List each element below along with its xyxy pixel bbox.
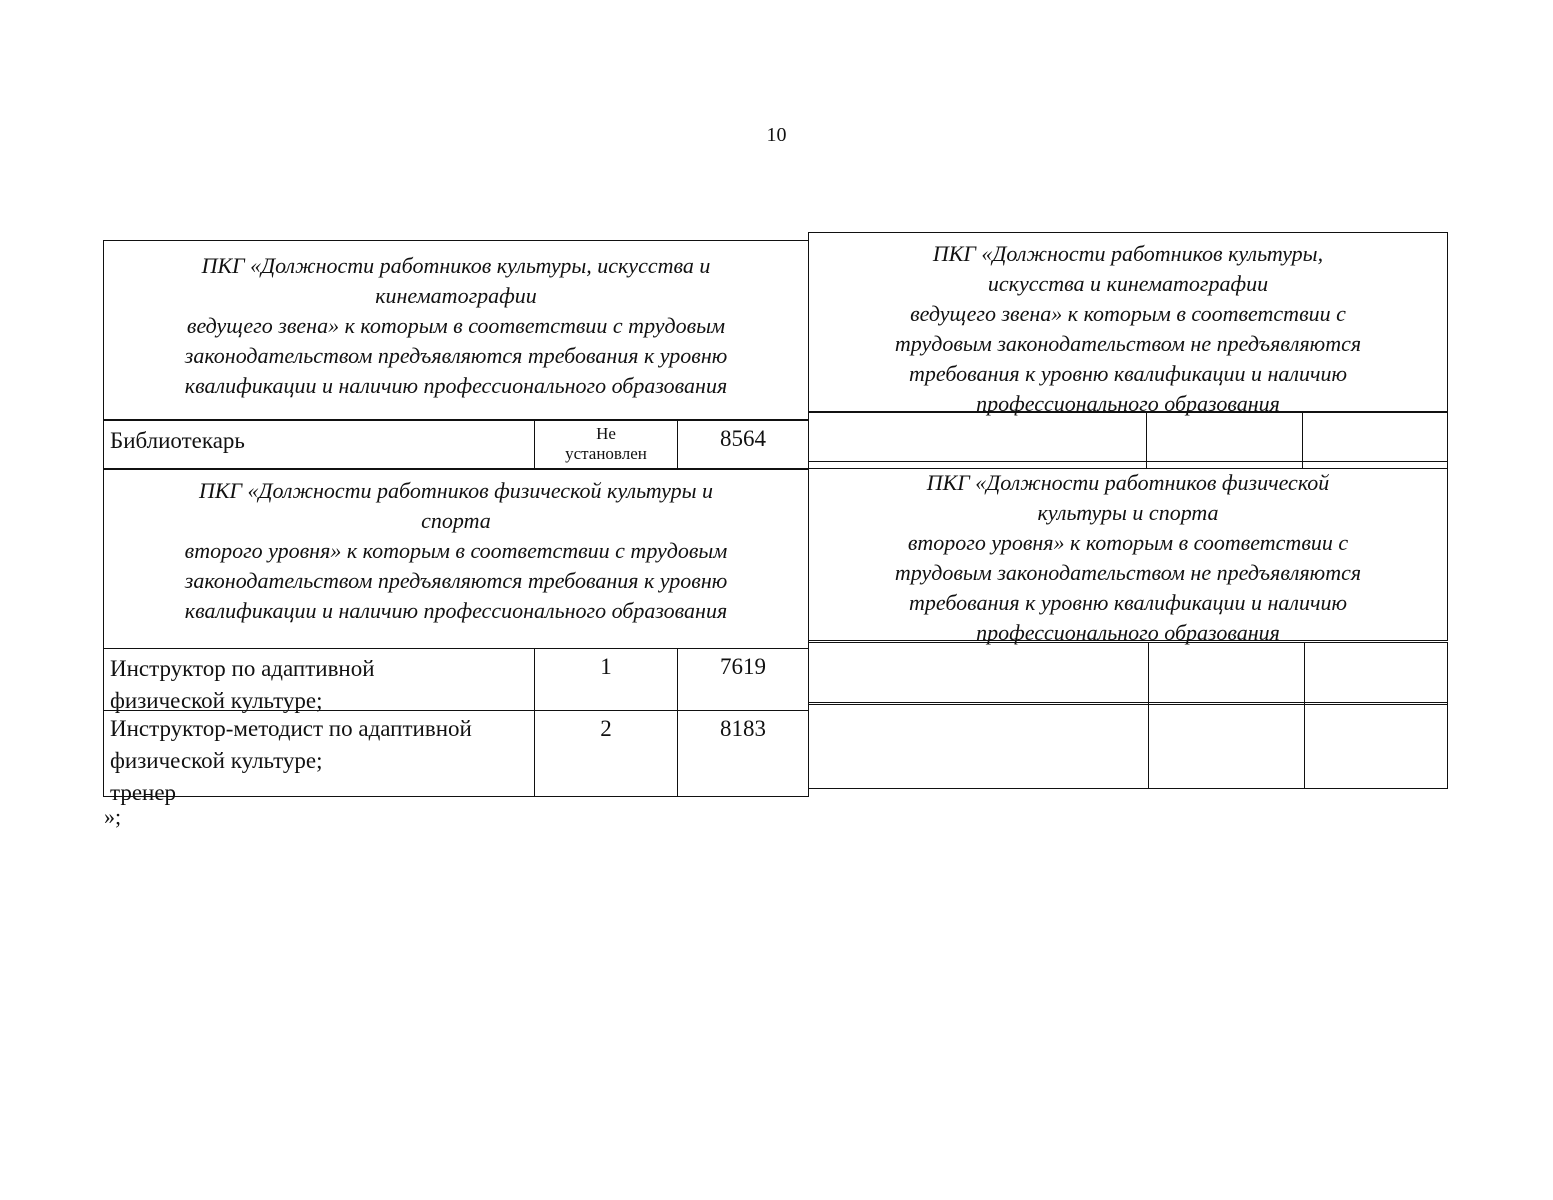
header-line: ПКГ «Должности работников культуры, bbox=[932, 241, 1324, 266]
header-line: квалификации и наличию профессионального образования bbox=[184, 598, 728, 623]
left-header-culture bbox=[103, 240, 809, 420]
section-header-sport bbox=[103, 469, 1448, 649]
page-number: 10 bbox=[766, 124, 787, 146]
name-line: физической культуре; bbox=[110, 688, 323, 713]
closing-quote: »; bbox=[104, 804, 122, 829]
salary-value: 8564 bbox=[677, 420, 809, 469]
header-line: искусства и кинематографии bbox=[987, 271, 1269, 296]
header-line: спорта bbox=[421, 508, 491, 533]
level-line: установлен bbox=[565, 444, 647, 463]
salary-value: 8183 bbox=[677, 710, 809, 797]
header-line: второго уровня» к которым в соответствии с трудовым bbox=[184, 538, 728, 563]
right-header-sport bbox=[808, 461, 1448, 645]
empty-cell bbox=[1148, 642, 1305, 705]
header-line: требования к уровню квалификации и наличию bbox=[908, 361, 1348, 386]
name-line: физической культуре; bbox=[110, 748, 323, 773]
table-row bbox=[103, 710, 1448, 805]
header-line: профессионального образования bbox=[976, 620, 1280, 645]
name-line: тренер bbox=[110, 780, 177, 805]
name-line: Инструктор-методист по адаптивной bbox=[110, 716, 472, 741]
right-header-culture bbox=[808, 232, 1448, 416]
empty-cell bbox=[808, 702, 1149, 789]
name-line: Библиотекарь bbox=[110, 428, 245, 453]
position-name bbox=[103, 710, 535, 805]
header-line: ведущего звена» к которым в соответствии с bbox=[910, 301, 1346, 326]
header-line: квалификации и наличию профессионального образования bbox=[184, 373, 728, 398]
left-header-sport bbox=[103, 469, 809, 649]
header-line: ведущего звена» к которым в соответствии с трудовым bbox=[186, 313, 726, 338]
salary-table bbox=[103, 232, 1448, 805]
position-name bbox=[103, 648, 535, 711]
header-line: законодательством предъявляются требования к уровню bbox=[184, 343, 728, 368]
qualification-level bbox=[534, 420, 678, 469]
empty-cell bbox=[808, 642, 1149, 705]
header-line: культуры и спорта bbox=[1037, 500, 1219, 525]
header-line: трудовым законодательством не предъявляются bbox=[894, 560, 1362, 585]
header-line: ПКГ «Должности работников культуры, искусства и bbox=[201, 253, 711, 278]
header-line: второго уровня» к которым в соответствии с bbox=[907, 530, 1349, 555]
qualification-level: 1 bbox=[534, 648, 678, 711]
header-line: ПКГ «Должности работников физической bbox=[926, 470, 1330, 495]
header-line: трудовым законодательством не предъявляются bbox=[894, 331, 1362, 356]
header-line: требования к уровню квалификации и наличию bbox=[908, 590, 1348, 615]
qualification-level: 2 bbox=[534, 710, 678, 797]
section-header-culture bbox=[103, 232, 1448, 420]
header-line: ПКГ «Должности работников физической культуры и bbox=[198, 478, 714, 503]
position-name bbox=[103, 420, 535, 469]
header-line: кинематографии bbox=[375, 283, 537, 308]
empty-cell bbox=[1304, 702, 1448, 789]
name-line: Инструктор по адаптивной bbox=[110, 656, 375, 681]
header-line: профессионального образования bbox=[976, 391, 1280, 416]
empty-cell bbox=[1148, 702, 1305, 789]
level-line: Не bbox=[596, 424, 616, 443]
salary-value: 7619 bbox=[677, 648, 809, 711]
empty-cell bbox=[1304, 642, 1448, 705]
header-line: законодательством предъявляются требования к уровню bbox=[184, 568, 728, 593]
